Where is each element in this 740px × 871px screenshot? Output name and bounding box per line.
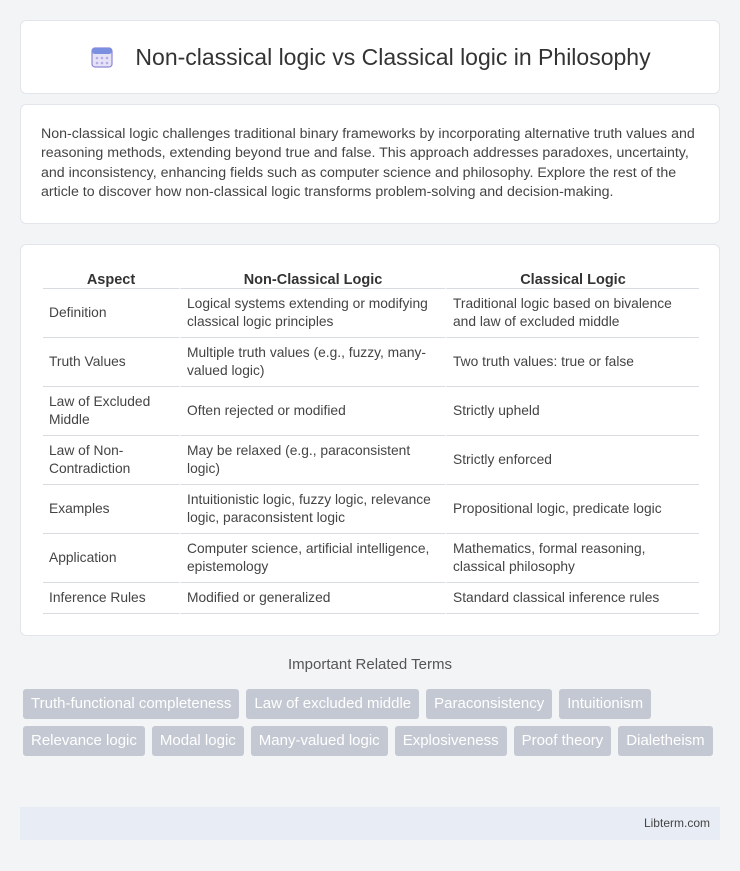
table-cell: Logical systems extending or modifying classical logic principles [179, 289, 445, 338]
table-cell: Propositional logic, predicate logic [445, 485, 699, 534]
table-cell: Examples [43, 485, 179, 534]
tag-truth-functional-completeness[interactable]: Truth-functional completeness [23, 689, 239, 719]
table-row [43, 485, 699, 534]
table-cell: Modified or generalized [179, 583, 445, 614]
table-cell: Standard classical inference rules [445, 583, 699, 614]
tag-law-of-excluded-middle[interactable]: Law of excluded middle [246, 689, 419, 719]
intro-text: Non-classical logic challenges traditional binary frameworks by incorporating alternative truth values and reasoning methods, extending beyond true and false. This approach addresses paradoxes, uncertainty, and inconsistency, enhancing fields such as computer science and philosophy. Explore the rest of the article to discover how non-classical logic transforms problem-solving and decision-making. [41, 126, 695, 201]
intro-card [20, 104, 720, 224]
table-cell: Mathematics, formal reasoning, classical philosophy [445, 534, 699, 583]
column-header: Classical Logic [445, 263, 699, 289]
tag-intuitionism[interactable]: Intuitionism [559, 689, 651, 719]
header-card [20, 20, 720, 94]
table-cell: Multiple truth values (e.g., fuzzy, many-valued logic) [179, 338, 445, 387]
table-cell: Strictly enforced [445, 436, 699, 485]
table-row [43, 387, 699, 436]
column-header: Aspect [43, 263, 179, 289]
related-terms-list [23, 689, 723, 756]
tag-explosiveness[interactable]: Explosiveness [395, 726, 507, 756]
related-terms-title: Important Related Terms [288, 656, 452, 673]
tag-modal-logic[interactable]: Modal logic [152, 726, 244, 756]
tag-proof-theory[interactable]: Proof theory [514, 726, 612, 756]
tag-relevance-logic[interactable]: Relevance logic [23, 726, 145, 756]
table-cell: Definition [43, 289, 179, 338]
table-cell: Truth Values [43, 338, 179, 387]
tag-dialetheism[interactable]: Dialetheism [618, 726, 712, 756]
table-row [43, 583, 699, 614]
table-cell: Often rejected or modified [179, 387, 445, 436]
table-row [43, 436, 699, 485]
table-cell: Application [43, 534, 179, 583]
table-cell: Computer science, artificial intelligence, epistemology [179, 534, 445, 583]
footer-site-link[interactable]: Libterm.com [643, 816, 710, 830]
table-cell: Two truth values: true or false [445, 338, 699, 387]
footer [20, 807, 720, 840]
table-cell: May be relaxed (e.g., paraconsistent logic) [179, 436, 445, 485]
table-cell: Law of Non-Contradiction [43, 436, 179, 485]
table-row [43, 289, 699, 338]
table-cell: Traditional logic based on bivalence and law of excluded middle [445, 289, 699, 338]
table-row [43, 534, 699, 583]
tag-many-valued-logic[interactable]: Many-valued logic [251, 726, 388, 756]
table-cell: Inference Rules [43, 583, 179, 614]
column-header: Non-Classical Logic [179, 263, 445, 289]
comparison-table [43, 263, 699, 614]
table-cell: Law of Excluded Middle [43, 387, 179, 436]
table-header-row [43, 263, 699, 289]
table-row [43, 338, 699, 387]
table-cell: Intuitionistic logic, fuzzy logic, relevance logic, paraconsistent logic [179, 485, 445, 534]
page-title: Non-classical logic vs Classical logic in Philosophy [135, 43, 651, 70]
tag-paraconsistency[interactable]: Paraconsistency [426, 689, 552, 719]
comparison-card [20, 244, 720, 636]
calendar-icon [89, 44, 115, 70]
table-cell: Strictly upheld [445, 387, 699, 436]
